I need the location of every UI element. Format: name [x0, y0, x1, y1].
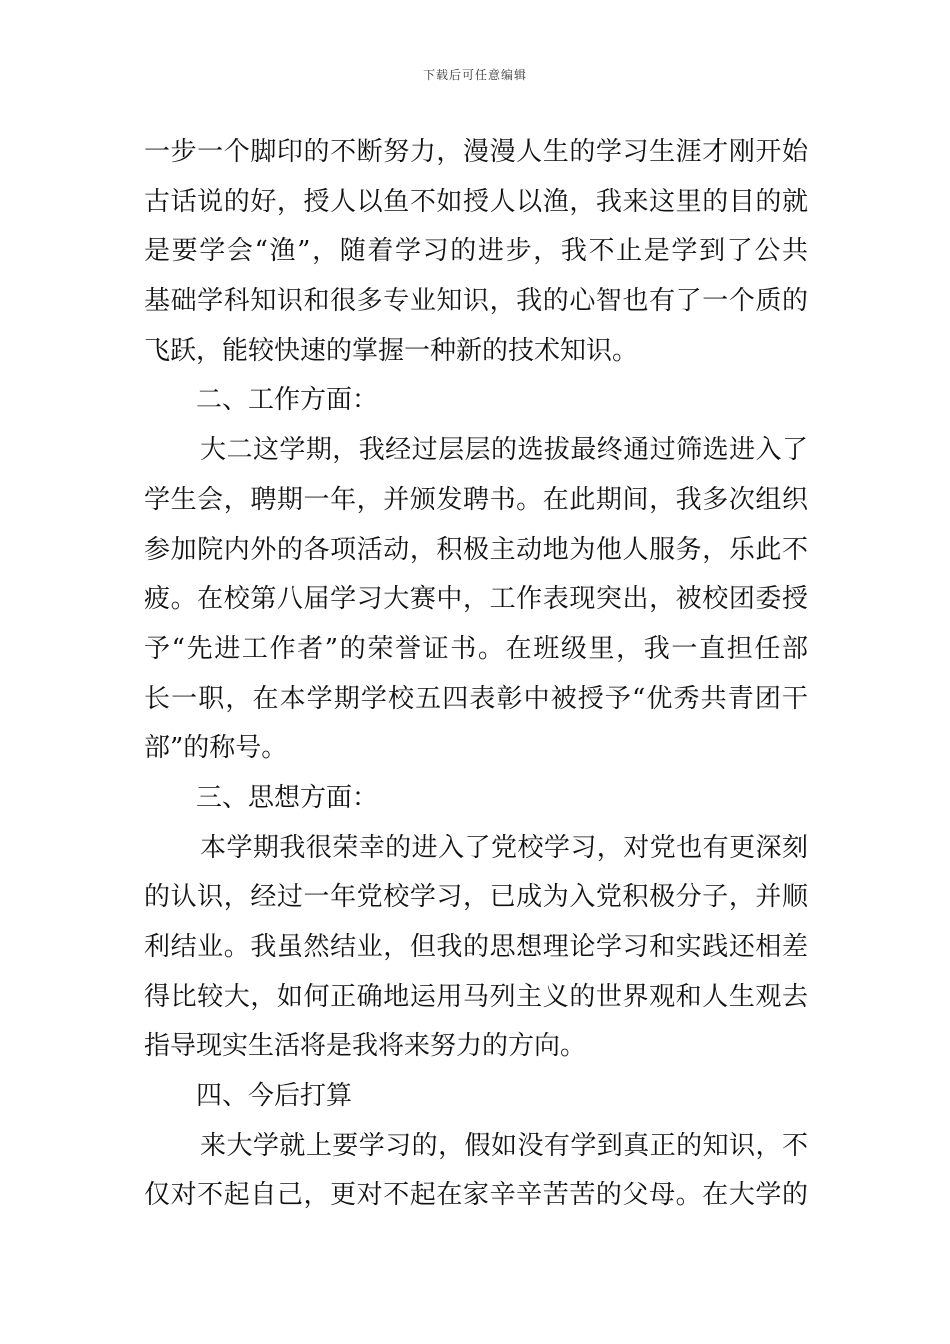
text-line: 来大学就上要学习的，假如没有学到真正的知识，不 [200, 1130, 808, 1161]
text-line: 予“先进工作者”的荣誉证书。在班级里，我一直担任部 [144, 633, 808, 664]
text-line: 指导现实生活将是我将来努力的方向。 [144, 1031, 587, 1062]
text-line: 长一职，在本学期学校五四表彰中被授予“优秀共青团干 [144, 683, 808, 714]
page-header-note: 下载后可任意编辑 [422, 68, 527, 82]
text-line: 飞跃，能较快速的掌握一种新的技术知识。 [144, 335, 639, 366]
text-line: 部”的称号。 [144, 733, 288, 764]
text-line: 得比较大，如何正确地运用马列主义的世界观和人生观去 [144, 981, 808, 1012]
text-line: 疲。在校第八届学习大赛中，工作表现突出，被校团委授 [144, 584, 808, 615]
text-line: 本学期我很荣幸的进入了党校学习，对党也有更深刻 [200, 832, 808, 863]
document-body [144, 128, 808, 1221]
text-line: 古话说的好，授人以鱼不如授人以渔，我来这里的目的就 [144, 186, 808, 217]
text-line: 参加院内外的各项活动，积极主动地为他人服务，乐此不 [144, 534, 808, 565]
section-heading: 四、今后打算 [196, 1081, 353, 1112]
text-line: 学生会，聘期一年，并颁发聘书。在此期间，我多次组织 [144, 484, 808, 515]
text-line: 利结业。我虽然结业，但我的思想理论学习和实践还相差 [144, 932, 808, 962]
text-line: 仅对不起自己，更对不起在家辛辛苦苦的父母。在大学的 [144, 1180, 808, 1211]
text-line: 一步一个脚印的不断努力，漫漫人生的学习生涯才刚开始 [144, 137, 808, 167]
text-line: 的认识，经过一年党校学习，已成为入党积极分子，并顺 [144, 882, 808, 913]
section-heading: 三、思想方面： [196, 782, 379, 813]
text-line: 基础学科知识和很多专业知识，我的心智也有了一个质的 [144, 286, 808, 317]
text-line: 大二这学期，我经过层层的选拔最终通过筛选进入了 [200, 435, 808, 466]
section-heading: 二、工作方面： [196, 385, 379, 416]
text-line: 是要学会“渔”，随着学习的进步，我不止是学到了公共 [144, 236, 808, 267]
